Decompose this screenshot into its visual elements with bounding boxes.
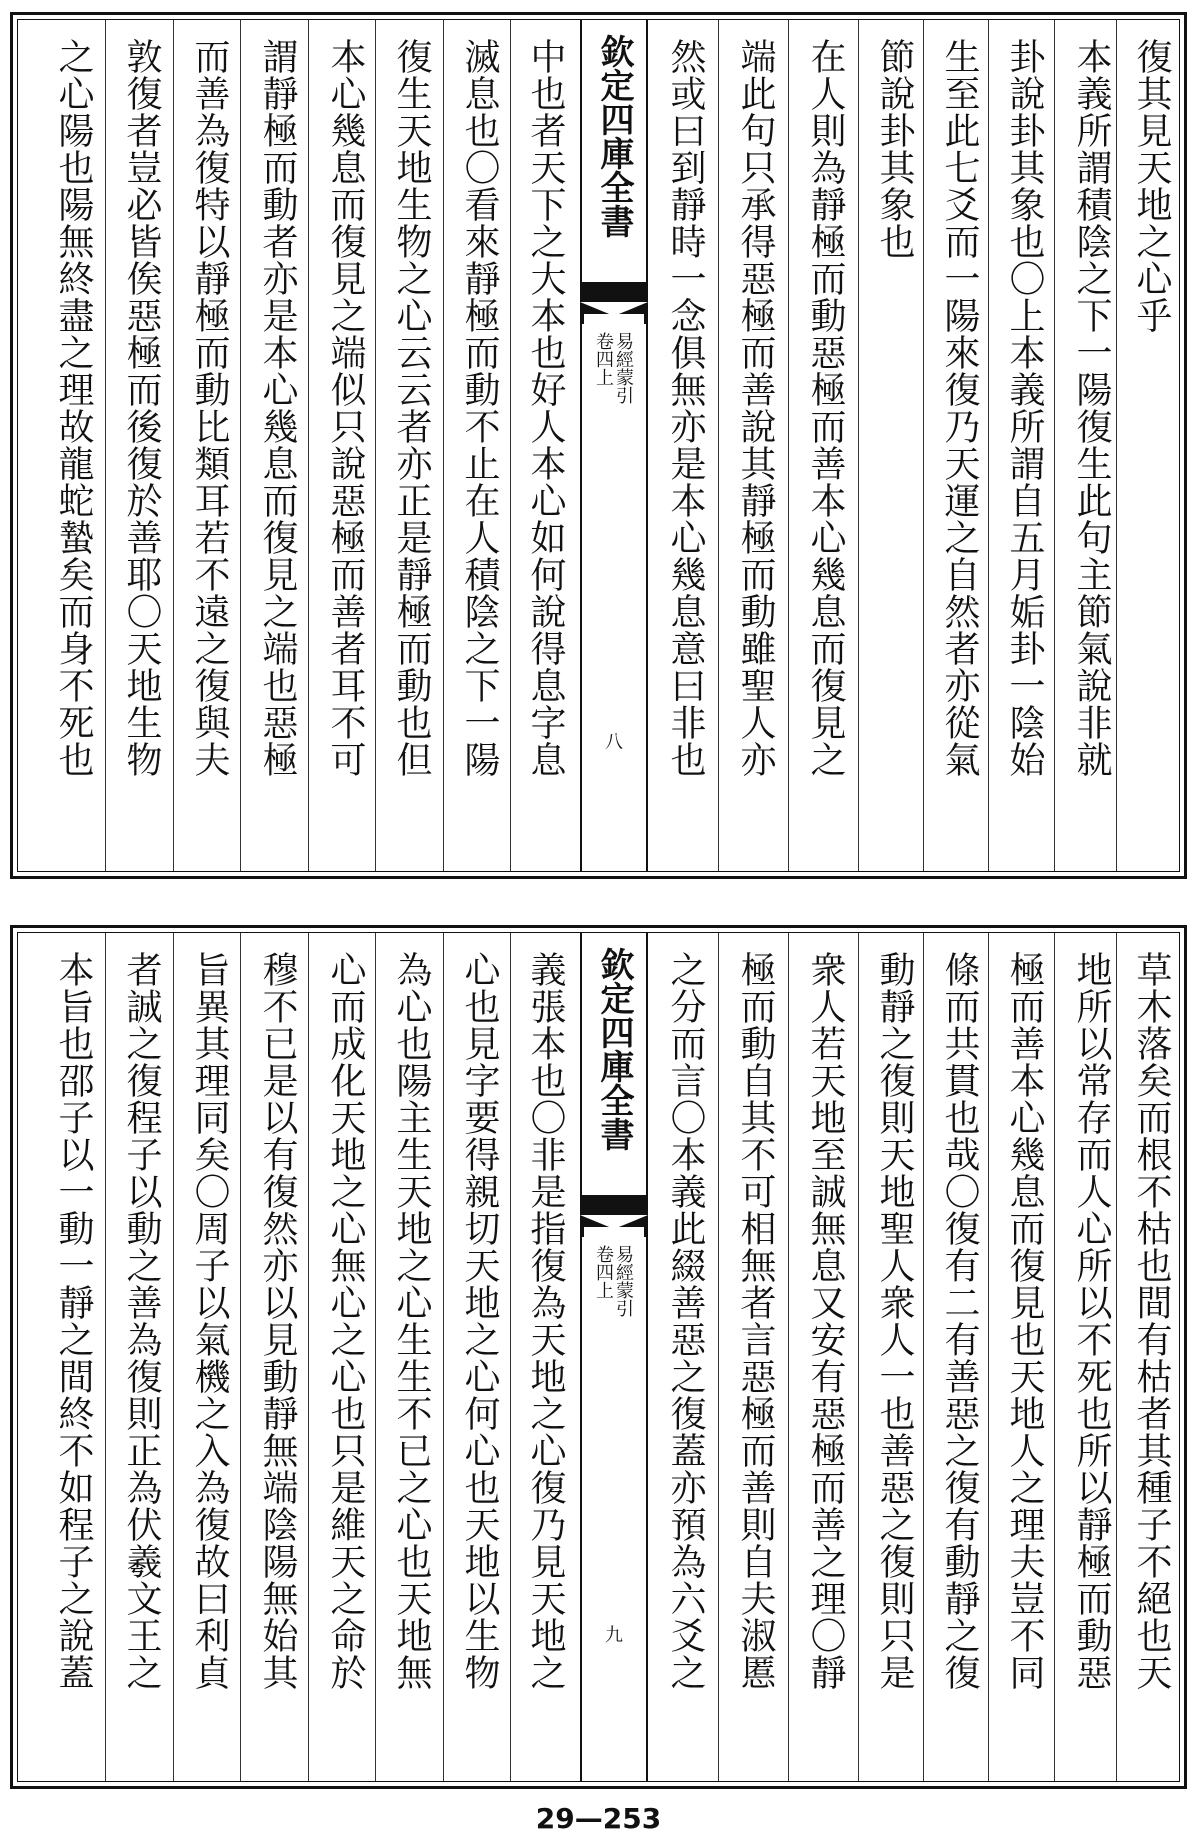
text-column: 地所以常存而人心所以不死也所以靜極而動惡: [1071, 951, 1112, 1691]
center-fold: [580, 933, 648, 1781]
text-column: 中也者天下之大本也好人本心如何說得息字息: [525, 38, 566, 778]
column-rule: [173, 20, 174, 871]
column-rule: [105, 20, 106, 871]
page-top-frame: [17, 19, 1180, 872]
column-rule: [718, 20, 719, 871]
column-rule: [173, 933, 174, 1781]
text-column: 本心幾息而復見之端似只說惡極而善者耳不可: [325, 38, 366, 778]
column-rule: [308, 20, 309, 871]
column-rule: [443, 933, 444, 1781]
juan-number: 卷四上: [593, 1245, 614, 1299]
text-column: 生至此七爻而一陽來復乃天運之自然者亦從氣: [939, 38, 980, 778]
text-column: 節說卦其象也: [874, 38, 915, 260]
book-title: 易經蒙引: [613, 332, 634, 404]
page-bottom: [10, 925, 1187, 1789]
column-rule: [510, 20, 511, 871]
column-rule: [308, 933, 309, 1781]
text-column: 在人則為靜極而動惡極而善本心幾息而復見之: [805, 38, 846, 778]
text-column: 義張本也〇非是指復為天地之心復乃見天地之: [525, 951, 566, 1691]
center-fold: [580, 20, 648, 871]
text-column: 謂靜極而動者亦是本心幾息而復見之端也惡極: [257, 38, 298, 778]
text-column: 衆人若天地至誠無息又安有惡極而善之理〇靜: [805, 951, 846, 1691]
text-column: 極而動自其不可相無者言惡極而善則自夫淑慝: [735, 951, 776, 1691]
column-rule: [1116, 933, 1117, 1781]
text-column: 心也見字要得親切天地之心何心也天地以生物: [459, 951, 500, 1691]
column-rule: [988, 933, 989, 1781]
column-rule: [718, 933, 719, 1781]
book-title: 易經蒙引: [613, 1245, 634, 1317]
column-rule: [858, 20, 859, 871]
text-column: 穆不已是以有復然亦以見動靜無端陰陽無始其: [257, 951, 298, 1691]
text-column: 極而善本心幾息而復見也天地人之理夫豈不同: [1004, 951, 1045, 1691]
text-column: 本義所謂積陰之下一陽復生此句主節氣說非就: [1071, 38, 1112, 778]
text-column: 復其見天地之心乎: [1131, 38, 1172, 334]
collection-title: 欽定四庫全書: [594, 947, 634, 1151]
page-top: [10, 12, 1187, 879]
column-rule: [240, 20, 241, 871]
fish-tail-ornament: [582, 1195, 646, 1227]
text-column: 然或曰到靜時一念俱無亦是本心幾息意曰非也: [665, 38, 706, 778]
leaf-number: 九: [602, 1625, 623, 1643]
text-column: 而善為復特以靜極而動比類耳若不遠之復與夫: [189, 38, 230, 778]
column-rule: [375, 20, 376, 871]
collection-title: 欽定四庫全書: [594, 34, 634, 238]
column-rule: [923, 933, 924, 1781]
column-rule: [443, 20, 444, 871]
text-column: 之分而言〇本義此綴善惡之復蓋亦預為六爻之: [665, 951, 706, 1691]
text-column: 為心也陽主生天地之心生生不已之心也天地無: [391, 951, 432, 1691]
juan-number: 卷四上: [593, 332, 614, 386]
text-column: 旨異其理同矣〇周子以氣機之入為復故曰利貞: [189, 951, 230, 1691]
text-column: 者誠之復程子以動之善為復則正為伏羲文王之: [121, 951, 162, 1691]
text-column: 敦復者豈必皆俟惡極而後復於善耶〇天地生物: [121, 38, 162, 778]
text-column: 卦說卦其象也〇上本義所謂自五月姤卦一陰始: [1004, 38, 1045, 778]
column-rule: [858, 933, 859, 1781]
column-rule: [923, 20, 924, 871]
text-column: 之心陽也陽無終盡之理故龍蛇蟄矣而身不死也: [53, 38, 94, 778]
column-rule: [510, 933, 511, 1781]
text-column: 本旨也邵子以一動一靜之間終不如程子之說蓋: [53, 951, 94, 1691]
text-column: 滅息也〇看來靜極而動不止在人積陰之下一陽: [459, 38, 500, 778]
text-column: 條而共貫也哉〇復有二有善惡之復有動靜之復: [939, 951, 980, 1691]
column-rule: [1054, 933, 1055, 1781]
text-column: 復生天地生物之心云云者亦正是靜極而動也但: [391, 38, 432, 778]
column-rule: [988, 20, 989, 871]
text-column: 動靜之復則天地聖人衆人一也善惡之復則只是: [874, 951, 915, 1691]
column-rule: [788, 20, 789, 871]
text-column: 草木落矣而根不枯也間有枯者其種子不絕也天: [1131, 951, 1172, 1691]
leaf-number: 八: [602, 732, 623, 750]
column-rule: [240, 933, 241, 1781]
column-rule: [375, 933, 376, 1781]
column-rule: [1054, 20, 1055, 871]
text-column: 心而成化天地之心無心之心也只是維天之命於: [325, 951, 366, 1691]
text-column: 端此句只承得惡極而善說其靜極而動雖聖人亦: [735, 38, 776, 778]
column-rule: [105, 933, 106, 1781]
page-number-footer: 29—253: [535, 1802, 662, 1835]
fish-tail-ornament: [582, 282, 646, 314]
column-rule: [788, 933, 789, 1781]
column-rule: [1116, 20, 1117, 871]
page-bottom-frame: [17, 932, 1180, 1782]
